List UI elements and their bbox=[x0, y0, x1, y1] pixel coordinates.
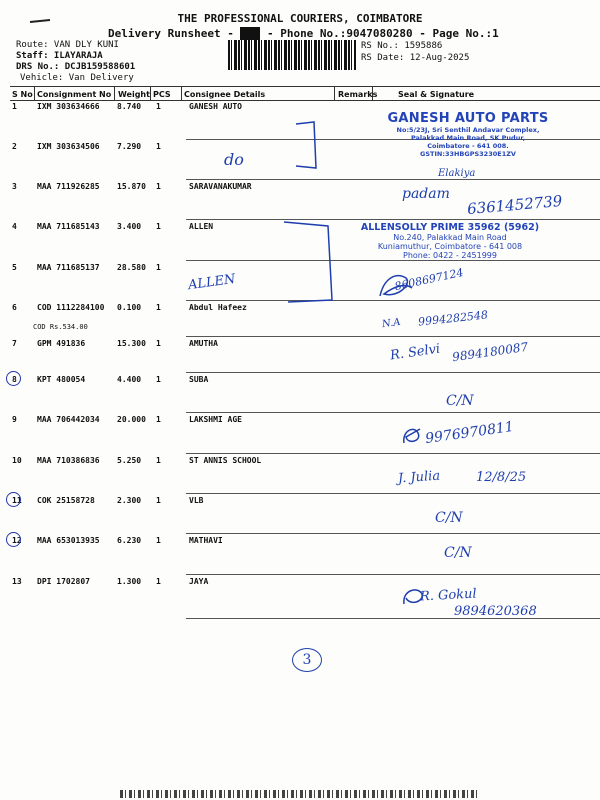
row-divider bbox=[186, 219, 600, 220]
row-weight: 4.400 bbox=[117, 375, 142, 384]
staff-label: Staff: ILAYARAJA bbox=[16, 51, 103, 61]
row-sno: 1 bbox=[12, 102, 17, 111]
row-pcs: 1 bbox=[156, 222, 161, 231]
allen-handwritten: ALLEN bbox=[187, 271, 237, 294]
st-annis-signature: J. Julia bbox=[397, 468, 441, 487]
company-title: THE PROFESSIONAL COURIERS, COIMBATORE bbox=[177, 12, 423, 25]
row-consignment-no: MAA 711685143 bbox=[37, 222, 100, 231]
struck-text: PRP bbox=[240, 27, 261, 40]
row-consignment-no: KPT 480054 bbox=[37, 375, 86, 384]
row-sno: 3 bbox=[12, 182, 17, 191]
row-consignment-no: DPI 1702807 bbox=[37, 577, 90, 586]
row-consignment-no: COK 25158728 bbox=[37, 496, 95, 505]
row-sno: 11 bbox=[12, 496, 22, 505]
row-consignment-no: MAA 710386836 bbox=[37, 456, 100, 465]
sno-circle-mark bbox=[6, 371, 21, 386]
row-weight: 8.740 bbox=[117, 102, 142, 111]
row-consignee: Abdul Hafeez bbox=[189, 303, 247, 312]
bracket-mark-allen bbox=[282, 218, 338, 308]
row-pcs: 1 bbox=[156, 142, 161, 151]
row-consignment-no: MAA 706442034 bbox=[37, 415, 100, 424]
row-sno: 5 bbox=[12, 263, 17, 272]
row-consignee: JAYA bbox=[189, 577, 209, 586]
row-weight: 6.230 bbox=[117, 536, 142, 545]
header-bottom-rule bbox=[10, 100, 600, 101]
vlb-cn: C/N bbox=[435, 510, 463, 526]
row-consignment-no: IXM 303634666 bbox=[37, 102, 100, 111]
row-divider bbox=[186, 453, 600, 454]
row-consignment-no: MAA 711926285 bbox=[37, 182, 100, 191]
row-pcs: 1 bbox=[156, 415, 161, 424]
runsheet-subtitle: Delivery Runsheet - PRP - Phone No.:9047080280 - Page No.:1 bbox=[108, 27, 499, 40]
jaya-signature: R. Gokul bbox=[419, 586, 478, 605]
row-weight: 28.580 bbox=[117, 263, 146, 272]
row-sno: 9 bbox=[12, 415, 17, 424]
row-sno: 2 bbox=[12, 142, 17, 151]
scan-edge-artifact bbox=[120, 790, 480, 798]
row-pcs: 1 bbox=[156, 303, 161, 312]
row-consignee: MATHAVI bbox=[189, 536, 223, 545]
row-divider bbox=[186, 179, 600, 180]
row-weight: 15.870 bbox=[117, 182, 146, 191]
sno-circle-mark bbox=[6, 492, 21, 507]
row-weight: 5.250 bbox=[117, 456, 142, 465]
row-consignment-no: COD 1112284100 bbox=[37, 303, 105, 312]
row-pcs: 1 bbox=[156, 375, 161, 384]
allensolly-stamp: ALLENSOLLY PRIME 35962 (5962) No.240, Palakkad Main Road Kuniamuthur, Coimbatore - 641 008 Phone: 0422 - 2451999 bbox=[360, 222, 540, 260]
allen-phone: 8608697124 bbox=[393, 265, 465, 294]
row-pcs: 1 bbox=[156, 263, 161, 272]
row-pcs: 1 bbox=[156, 456, 161, 465]
row-sno: 7 bbox=[12, 339, 17, 348]
row-consignee: ALLEN bbox=[189, 222, 214, 231]
bracket-mark bbox=[292, 118, 326, 172]
row-sno: 12 bbox=[12, 536, 22, 545]
row-divider bbox=[186, 372, 600, 373]
drs-label: DRS No.: DCJB159588601 bbox=[16, 62, 136, 72]
row-sno: 8 bbox=[12, 375, 17, 384]
lakshmi-signature-scribble bbox=[398, 423, 428, 449]
mathavi-cn: C/N bbox=[444, 545, 472, 561]
ditto-mark: do bbox=[224, 150, 244, 169]
padam-phone: 6361452739 bbox=[466, 191, 564, 219]
col-sno: S No bbox=[12, 90, 33, 99]
row-divider bbox=[186, 574, 600, 575]
row-pcs: 1 bbox=[156, 536, 161, 545]
lakshmi-phone: 9976970811 bbox=[424, 418, 515, 448]
amutha-signature: R. Selvi bbox=[389, 341, 442, 364]
row-pcs: 1 bbox=[156, 577, 161, 586]
row-consignee: AMUTHA bbox=[189, 339, 218, 348]
row-consignee: VLB bbox=[189, 496, 204, 505]
row-consignee: SUBA bbox=[189, 375, 209, 384]
row-divider bbox=[186, 618, 600, 619]
row-consignee: GANESH AUTO bbox=[189, 102, 242, 111]
row-sno: 4 bbox=[12, 222, 17, 231]
row-pcs: 1 bbox=[156, 182, 161, 191]
ganesh-signature: Elakiya bbox=[438, 168, 476, 179]
col-seal-signature: Seal & Signature bbox=[398, 90, 475, 99]
route-label: Route: VAN DLY KUNI bbox=[16, 40, 119, 50]
row-consignee: LAKSHMI AGE bbox=[189, 415, 242, 424]
row-divider bbox=[186, 260, 600, 261]
row-divider bbox=[186, 336, 600, 337]
row-cod-amount: COD Rs.534.00 bbox=[33, 323, 88, 331]
abdul-signature-mark: N.A bbox=[381, 316, 402, 331]
col-consignee: Consignee Details bbox=[184, 90, 266, 99]
barcode bbox=[228, 40, 356, 70]
row-pcs: 1 bbox=[156, 496, 161, 505]
row-weight: 15.300 bbox=[117, 339, 146, 348]
row-consignment-no: MAA 711685137 bbox=[37, 263, 100, 272]
row-weight: 1.300 bbox=[117, 577, 142, 586]
abdul-phone: 9994282548 bbox=[417, 308, 489, 329]
row-consignment-no: IXM 303634506 bbox=[37, 142, 100, 151]
amutha-phone: 9894180087 bbox=[451, 339, 529, 365]
col-weight: Weight bbox=[118, 90, 150, 99]
suba-cn: C/N bbox=[446, 393, 474, 409]
row-pcs: 1 bbox=[156, 339, 161, 348]
row-sno: 6 bbox=[12, 303, 17, 312]
row-divider bbox=[186, 533, 600, 534]
row-sno: 10 bbox=[12, 456, 22, 465]
row-consignment-no: MAA 653013935 bbox=[37, 536, 100, 545]
row-consignee: SARAVANAKUMAR bbox=[189, 182, 252, 191]
jaya-phone: 9894620368 bbox=[454, 604, 537, 619]
st-annis-date: 12/8/25 bbox=[476, 470, 527, 485]
rs-number: RS No.: 1595886 bbox=[361, 41, 443, 51]
vehicle-label: Vehicle: Van Delivery bbox=[20, 73, 134, 83]
row-pcs: 1 bbox=[156, 102, 161, 111]
row-divider bbox=[186, 493, 600, 494]
row-weight: 0.100 bbox=[117, 303, 142, 312]
col-remarks: Remarks bbox=[338, 90, 378, 99]
row-weight: 7.290 bbox=[117, 142, 142, 151]
col-pcs: PCS bbox=[153, 90, 171, 99]
row-weight: 3.400 bbox=[117, 222, 142, 231]
row-consignee: ST ANNIS SCHOOL bbox=[189, 456, 262, 465]
padam-signature: padam bbox=[402, 186, 450, 202]
row-consignment-no: GPM 491836 bbox=[37, 339, 86, 348]
ganesh-stamp: GANESH AUTO PARTS No:5/23J, Sri Senthil Andavar Complex, Palakkad Main Road, SK Pudur, Coimbatore - 641 008. GSTIN:33HBGPS3230E1ZV bbox=[387, 111, 549, 158]
row-weight: 20.000 bbox=[117, 415, 146, 424]
rs-date: RS Date: 12-Aug-2025 bbox=[361, 53, 470, 63]
row-sno: 13 bbox=[12, 577, 22, 586]
row-weight: 2.300 bbox=[117, 496, 142, 505]
row-divider bbox=[186, 412, 600, 413]
page-number-circle: 3 bbox=[292, 648, 322, 672]
sno-circle-mark bbox=[6, 532, 21, 547]
col-consignment: Consignment No bbox=[37, 90, 112, 99]
header-top-rule bbox=[10, 86, 600, 87]
